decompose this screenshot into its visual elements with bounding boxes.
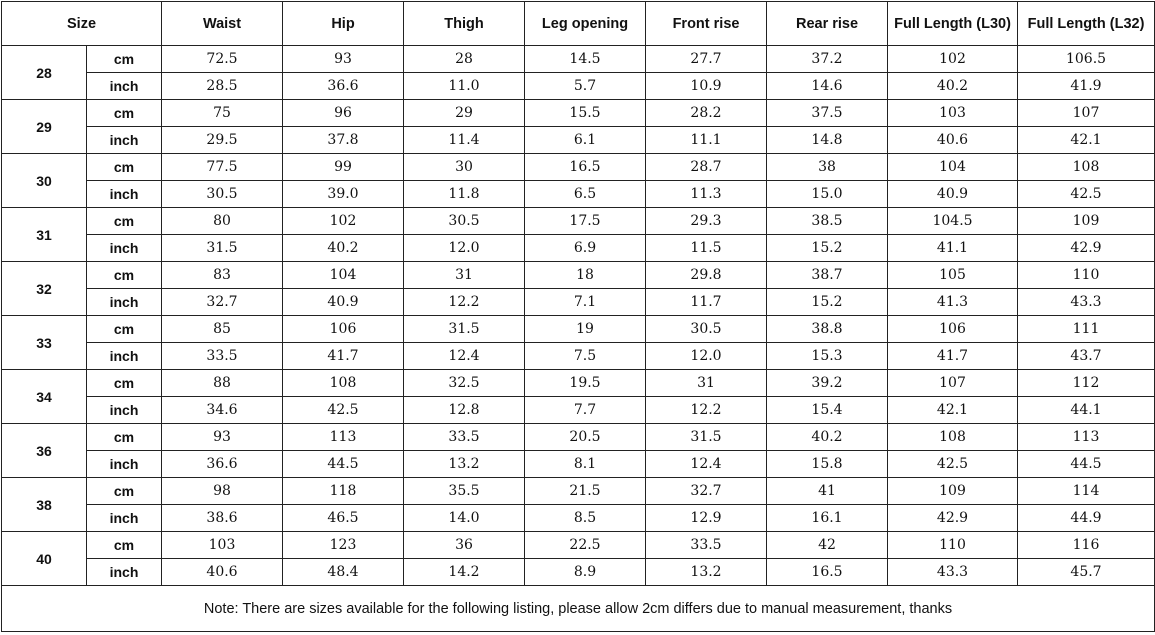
measurement-cell: 106 [283,316,404,343]
measurement-cell: 15.2 [767,235,888,262]
measurement-cell: 15.0 [767,181,888,208]
measurement-cell: 12.8 [404,397,525,424]
unit-label: cm [87,46,162,73]
measurement-cell: 31 [404,262,525,289]
unit-label: inch [87,127,162,154]
unit-label: inch [87,397,162,424]
measurement-cell: 30.5 [646,316,767,343]
measurement-cell: 36.6 [283,73,404,100]
measurement-cell: 41.7 [888,343,1018,370]
unit-label: inch [87,451,162,478]
measurement-cell: 83 [162,262,283,289]
table-row [2,316,1155,343]
measurement-cell: 42.5 [1018,181,1155,208]
unit-label: cm [87,154,162,181]
measurement-cell: 96 [283,100,404,127]
measurement-cell: 45.7 [1018,559,1155,586]
measurement-cell: 118 [283,478,404,505]
size-label: 33 [2,316,87,370]
table-row [2,451,1155,478]
measurement-cell: 11.3 [646,181,767,208]
table-row [2,424,1155,451]
measurement-cell: 116 [1018,532,1155,559]
unit-label: inch [87,73,162,100]
measurement-cell: 11.1 [646,127,767,154]
table-row [2,343,1155,370]
measurement-cell: 14.5 [525,46,646,73]
measurement-cell: 106 [888,316,1018,343]
measurement-cell: 77.5 [162,154,283,181]
measurement-cell: 33.5 [646,532,767,559]
measurement-cell: 38.8 [767,316,888,343]
unit-label: inch [87,559,162,586]
measurement-cell: 29.8 [646,262,767,289]
measurement-cell: 41.1 [888,235,1018,262]
measurement-cell: 42 [767,532,888,559]
measurement-cell: 113 [283,424,404,451]
measurement-cell: 42.5 [283,397,404,424]
measurement-cell: 28.5 [162,73,283,100]
measurement-cell: 93 [283,46,404,73]
measurement-cell: 7.5 [525,343,646,370]
measurement-cell: 103 [162,532,283,559]
measurement-cell: 39.2 [767,370,888,397]
note-text: Note: There are sizes available for the following listing, please allow 2cm differs due to manual measurement, thanks [2,586,1155,632]
measurement-cell: 16.5 [525,154,646,181]
measurement-cell: 27.7 [646,46,767,73]
measurement-cell: 11.7 [646,289,767,316]
table-row [2,397,1155,424]
measurement-cell: 40.2 [767,424,888,451]
measurement-cell: 108 [283,370,404,397]
measurement-cell: 107 [1018,100,1155,127]
measurement-cell: 104 [283,262,404,289]
measurement-cell: 112 [1018,370,1155,397]
header-hip: Hip [283,2,404,46]
measurement-cell: 7.1 [525,289,646,316]
measurement-cell: 13.2 [404,451,525,478]
size-label: 32 [2,262,87,316]
measurement-cell: 8.1 [525,451,646,478]
measurement-cell: 16.1 [767,505,888,532]
measurement-cell: 12.0 [646,343,767,370]
header-full-length-l32: Full Length (L32) [1018,2,1155,46]
measurement-cell: 107 [888,370,1018,397]
measurement-cell: 6.9 [525,235,646,262]
measurement-cell: 41.9 [1018,73,1155,100]
measurement-cell: 6.5 [525,181,646,208]
measurement-cell: 33.5 [404,424,525,451]
measurement-cell: 102 [888,46,1018,73]
measurement-cell: 72.5 [162,46,283,73]
measurement-cell: 12.4 [646,451,767,478]
unit-label: cm [87,262,162,289]
measurement-cell: 17.5 [525,208,646,235]
size-label: 31 [2,208,87,262]
measurement-cell: 44.5 [283,451,404,478]
measurement-cell: 13.2 [646,559,767,586]
measurement-cell: 29 [404,100,525,127]
measurement-cell: 6.1 [525,127,646,154]
measurement-cell: 75 [162,100,283,127]
table-row [2,262,1155,289]
size-label: 29 [2,100,87,154]
measurement-cell: 109 [1018,208,1155,235]
measurement-cell: 22.5 [525,532,646,559]
measurement-cell: 14.2 [404,559,525,586]
measurement-cell: 38.7 [767,262,888,289]
measurement-cell: 41 [767,478,888,505]
measurement-cell: 7.7 [525,397,646,424]
measurement-cell: 105 [888,262,1018,289]
measurement-cell: 21.5 [525,478,646,505]
measurement-cell: 8.9 [525,559,646,586]
measurement-cell: 11.5 [646,235,767,262]
size-table [1,1,1155,632]
table-row [2,100,1155,127]
measurement-cell: 42.1 [1018,127,1155,154]
measurement-cell: 12.9 [646,505,767,532]
measurement-cell: 30.5 [162,181,283,208]
measurement-cell: 110 [1018,262,1155,289]
measurement-cell: 40.9 [283,289,404,316]
measurement-cell: 44.5 [1018,451,1155,478]
table-row [2,73,1155,100]
measurement-cell: 44.1 [1018,397,1155,424]
measurement-cell: 37.2 [767,46,888,73]
measurement-cell: 12.4 [404,343,525,370]
measurement-cell: 11.4 [404,127,525,154]
measurement-cell: 93 [162,424,283,451]
measurement-cell: 88 [162,370,283,397]
measurement-cell: 28 [404,46,525,73]
measurement-cell: 42.5 [888,451,1018,478]
measurement-cell: 109 [888,478,1018,505]
measurement-cell: 38.5 [767,208,888,235]
measurement-cell: 42.9 [888,505,1018,532]
measurement-cell: 32.5 [404,370,525,397]
measurement-cell: 46.5 [283,505,404,532]
measurement-cell: 15.4 [767,397,888,424]
measurement-cell: 31.5 [404,316,525,343]
table-row [2,478,1155,505]
measurement-cell: 31.5 [162,235,283,262]
measurement-cell: 98 [162,478,283,505]
unit-label: inch [87,505,162,532]
measurement-cell: 15.3 [767,343,888,370]
measurement-cell: 30 [404,154,525,181]
measurement-cell: 113 [1018,424,1155,451]
unit-label: cm [87,100,162,127]
note-row [2,586,1155,632]
measurement-cell: 16.5 [767,559,888,586]
measurement-cell: 41.3 [888,289,1018,316]
header-full-length-l30: Full Length (L30) [888,2,1018,46]
measurement-cell: 106.5 [1018,46,1155,73]
measurement-cell: 80 [162,208,283,235]
header-rear-rise: Rear rise [767,2,888,46]
measurement-cell: 12.2 [646,397,767,424]
unit-label: cm [87,478,162,505]
table-row [2,154,1155,181]
unit-label: cm [87,208,162,235]
measurement-cell: 5.7 [525,73,646,100]
measurement-cell: 42.9 [1018,235,1155,262]
measurement-cell: 15.2 [767,289,888,316]
measurement-cell: 43.3 [888,559,1018,586]
size-label: 34 [2,370,87,424]
measurement-cell: 110 [888,532,1018,559]
unit-label: cm [87,370,162,397]
measurement-cell: 11.0 [404,73,525,100]
header-front-rise: Front rise [646,2,767,46]
measurement-cell: 32.7 [646,478,767,505]
measurement-cell: 38.6 [162,505,283,532]
measurement-cell: 40.9 [888,181,1018,208]
header-thigh: Thigh [404,2,525,46]
size-label: 38 [2,478,87,532]
measurement-cell: 40.2 [888,73,1018,100]
table-row [2,127,1155,154]
header-size: Size [2,2,162,46]
measurement-cell: 43.3 [1018,289,1155,316]
measurement-cell: 29.5 [162,127,283,154]
measurement-cell: 19.5 [525,370,646,397]
measurement-cell: 19 [525,316,646,343]
measurement-cell: 41.7 [283,343,404,370]
table-row [2,559,1155,586]
unit-label: cm [87,424,162,451]
measurement-cell: 48.4 [283,559,404,586]
measurement-cell: 104 [888,154,1018,181]
unit-label: inch [87,235,162,262]
measurement-cell: 103 [888,100,1018,127]
measurement-cell: 10.9 [646,73,767,100]
size-label: 28 [2,46,87,100]
measurement-cell: 8.5 [525,505,646,532]
measurement-cell: 14.8 [767,127,888,154]
header-row [2,2,1155,46]
measurement-cell: 36.6 [162,451,283,478]
header-leg-opening: Leg opening [525,2,646,46]
measurement-cell: 123 [283,532,404,559]
measurement-cell: 108 [888,424,1018,451]
measurement-cell: 85 [162,316,283,343]
measurement-cell: 40.2 [283,235,404,262]
measurement-cell: 29.3 [646,208,767,235]
table-row [2,235,1155,262]
measurement-cell: 28.2 [646,100,767,127]
measurement-cell: 111 [1018,316,1155,343]
measurement-cell: 99 [283,154,404,181]
header-waist: Waist [162,2,283,46]
measurement-cell: 37.8 [283,127,404,154]
measurement-cell: 39.0 [283,181,404,208]
size-label: 40 [2,532,87,586]
measurement-cell: 35.5 [404,478,525,505]
measurement-cell: 31.5 [646,424,767,451]
measurement-cell: 104.5 [888,208,1018,235]
measurement-cell: 12.2 [404,289,525,316]
measurement-cell: 11.8 [404,181,525,208]
measurement-cell: 20.5 [525,424,646,451]
measurement-cell: 44.9 [1018,505,1155,532]
measurement-cell: 14.6 [767,73,888,100]
measurement-cell: 108 [1018,154,1155,181]
table-row [2,289,1155,316]
measurement-cell: 30.5 [404,208,525,235]
table-row [2,181,1155,208]
table-row [2,208,1155,235]
measurement-cell: 37.5 [767,100,888,127]
table-row [2,532,1155,559]
measurement-cell: 14.0 [404,505,525,532]
unit-label: cm [87,316,162,343]
size-label: 30 [2,154,87,208]
unit-label: cm [87,532,162,559]
measurement-cell: 102 [283,208,404,235]
measurement-cell: 28.7 [646,154,767,181]
size-label: 36 [2,424,87,478]
table-row [2,370,1155,397]
measurement-cell: 15.5 [525,100,646,127]
measurement-cell: 34.6 [162,397,283,424]
measurement-cell: 31 [646,370,767,397]
measurement-cell: 32.7 [162,289,283,316]
unit-label: inch [87,181,162,208]
unit-label: inch [87,343,162,370]
unit-label: inch [87,289,162,316]
measurement-cell: 40.6 [162,559,283,586]
table-row [2,505,1155,532]
measurement-cell: 38 [767,154,888,181]
measurement-cell: 12.0 [404,235,525,262]
measurement-cell: 18 [525,262,646,289]
measurement-cell: 15.8 [767,451,888,478]
measurement-cell: 114 [1018,478,1155,505]
measurement-cell: 42.1 [888,397,1018,424]
measurement-cell: 40.6 [888,127,1018,154]
measurement-cell: 43.7 [1018,343,1155,370]
table-row [2,46,1155,73]
measurement-cell: 33.5 [162,343,283,370]
measurement-cell: 36 [404,532,525,559]
